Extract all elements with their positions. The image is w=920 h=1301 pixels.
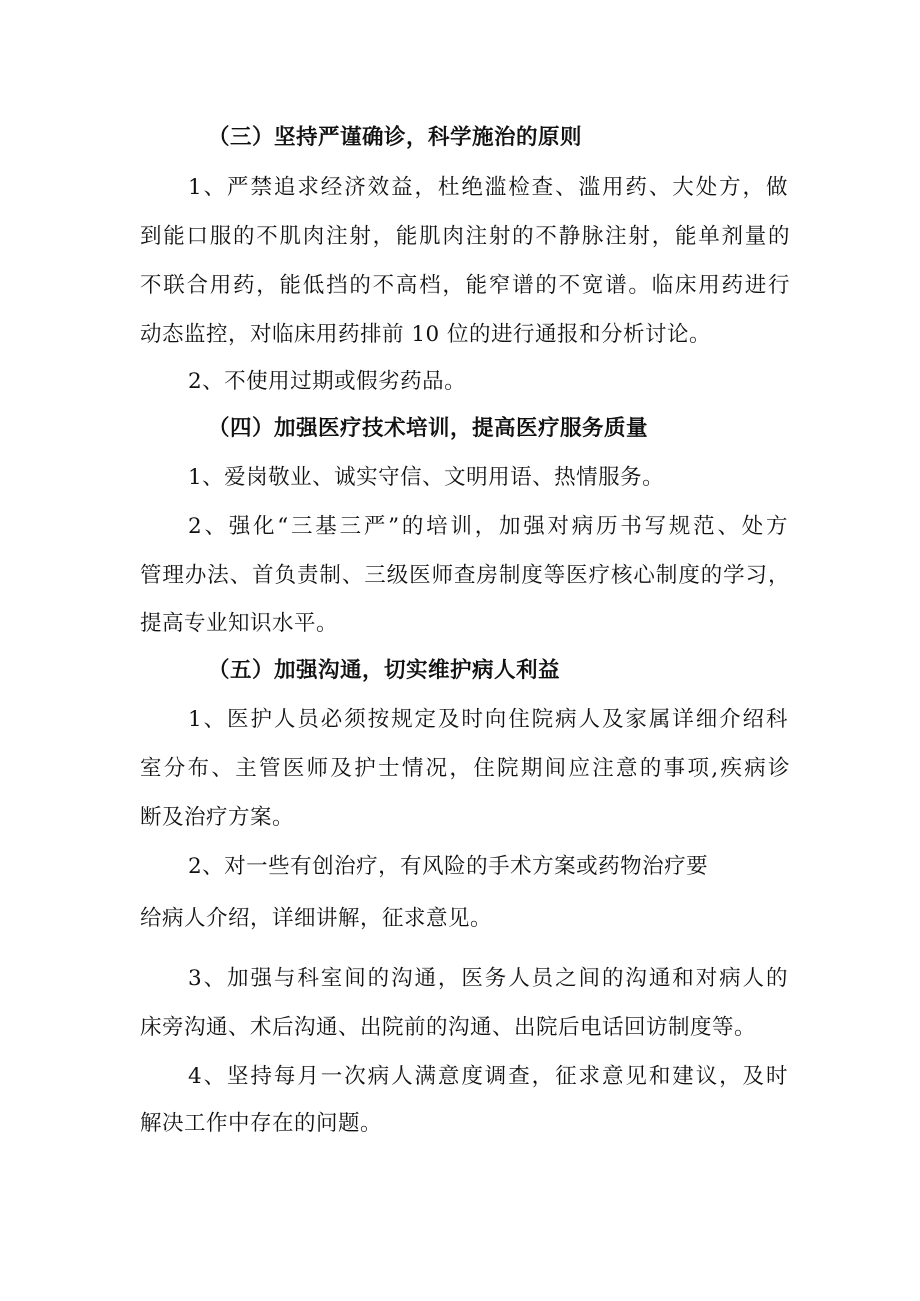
paragraph-line: 室分布、主管医师及护士情况，住院期间应注意的事项,疾病诊: [140, 756, 790, 781]
paragraph-line: 3、加强与科室间的沟通，医务人员之间的沟通和对病人的: [188, 966, 788, 991]
paragraph-line: 1、爱岗敬业、诚实守信、文明用语、热情服务。: [188, 465, 665, 490]
paragraph-line: 2、不使用过期或假劣药品。: [188, 369, 467, 394]
section-heading-4: （四）加强医疗技术培训，提高医疗服务质量: [208, 416, 649, 441]
paragraph-line: 到能口服的不肌肉注射，能肌肉注射的不静脉注射，能单剂量的: [140, 224, 790, 249]
paragraph-line: 床旁沟通、术后沟通、出院前的沟通、出院后电话回访制度等。: [140, 1015, 757, 1040]
paragraph-line: 1、严禁追求经济效益，杜绝滥检查、滥用药、大处方，做: [188, 175, 788, 200]
section-heading-3: （三）坚持严谨确诊，科学施治的原则: [208, 125, 583, 150]
paragraph-line: 2、强化“三基三严”的培训，加强对病历书写规范、处方: [188, 514, 788, 539]
paragraph-line: 不联合用药，能低挡的不高档，能窄谱的不宽谱。临床用药进行: [140, 273, 790, 298]
paragraph-line: 给病人介绍，详细讲解，征求意见。: [140, 906, 493, 931]
paragraph-line: 动态监控，对临床用药排前 10 位的进行通报和分析讨论。: [140, 322, 712, 347]
paragraph-line: 管理办法、首负责制、三级医师查房制度等医疗核心制度的学习，: [140, 563, 790, 588]
paragraph-line: 4、坚持每月一次病人满意度调查，征求意见和建议，及时: [188, 1064, 788, 1089]
paragraph-line: 断及治疗方案。: [140, 805, 295, 830]
paragraph-line: 1、医护人员必须按规定及时向住院病人及家属详细介绍科: [188, 707, 788, 732]
paragraph-line: 提高专业知识水平。: [140, 611, 339, 636]
paragraph-line: 解决工作中存在的问题。: [140, 1111, 383, 1136]
paragraph-line: 2、对一些有创治疗，有风险的手术方案或药物治疗要: [188, 854, 709, 879]
section-heading-5: （五）加强沟通，切实维护病人利益: [208, 658, 561, 683]
